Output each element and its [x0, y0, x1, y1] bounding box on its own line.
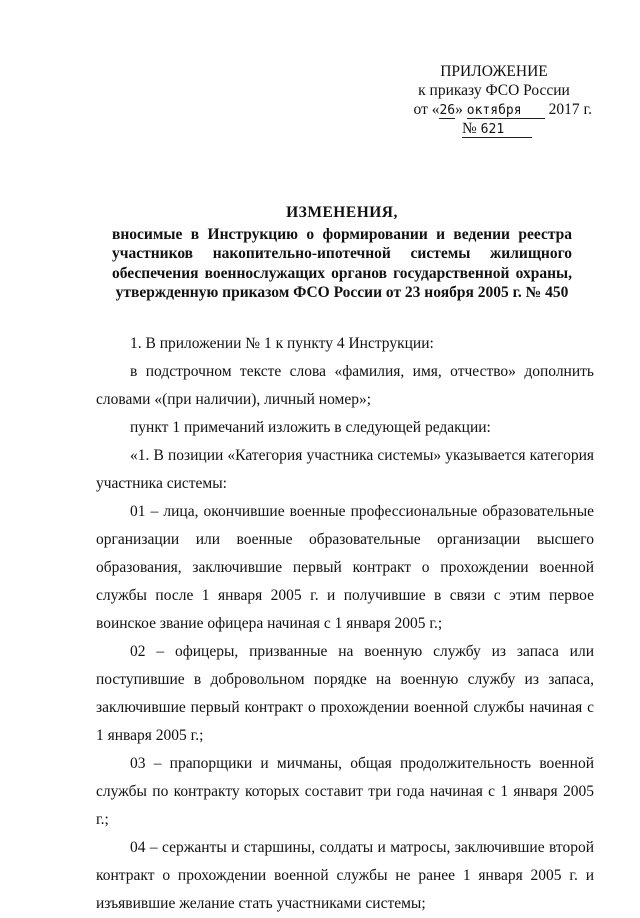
date-prefix: от « — [413, 101, 440, 118]
paragraph: 03 – прапорщики и мичманы, общая продолжительность военной службы по контракту которых составит три года начиная с 1 января 2005 г.; — [96, 755, 594, 828]
paragraph: в подстрочном тексте слова «фамилия, имя, отчество» дополнить словами «(при наличии), личный номер»; — [96, 363, 594, 408]
order-date — [372, 100, 592, 119]
date-month: октября — [467, 103, 545, 119]
heading-line: обеспечения военнослужащих органов государственной охраны, — [112, 264, 572, 282]
date-day: 26 — [439, 103, 456, 118]
attachment-header — [372, 62, 592, 138]
paragraph: пункт 1 примечаний изложить в следующей редакции: — [130, 419, 491, 436]
number-prefix: № — [462, 120, 481, 137]
date-mid: » — [455, 101, 467, 118]
heading-line: вносимые в Инструкцию о формировании и ведении реестра — [112, 225, 572, 243]
date-year: 2017 г. — [544, 101, 592, 118]
order-number — [372, 119, 592, 138]
paragraph: 01 – лица, окончившие военные профессиональные образовательные организации или военные образовательные организации высшего образования, заключившие первый контракт о прохождении военной службы после 1 января 2005 г. и получившие в связи с этим первое воинское звание офицера начиная с 1 января 2005 г.; — [96, 503, 594, 632]
document-heading — [112, 203, 572, 303]
heading-line: утвержденную приказом ФСО России от 23 ноября 2005 г. № 450 — [115, 284, 569, 301]
heading-line: участников накопительно-ипотечной системы жилищного — [112, 245, 572, 262]
order-number-underline — [462, 121, 532, 138]
paragraph: 1. В приложении № 1 к пункту 4 Инструкции: — [130, 335, 434, 352]
paragraph: 04 – сержанты и старшины, солдаты и матросы, заключившие второй контракт о прохождении военной службы не ранее 1 января 2005 г. и изъявившие желание стать участниками системы; — [96, 839, 594, 912]
paragraph: «1. В позиции «Категория участника системы» указывается категория участника системы: — [96, 447, 594, 492]
order-reference: к приказу ФСО России — [418, 82, 570, 99]
attachment-title: ПРИЛОЖЕНИЕ — [440, 63, 548, 80]
number-value: 621 — [480, 122, 505, 137]
paragraph: 02 – офицеры, призванные на военную службу из запаса или поступившие в добровольном порядке на военную службу из запаса, заключившие первый контракт о прохождении военной службы начиная с 1 января 2005 г.; — [96, 643, 594, 744]
heading-title: ИЗМЕНЕНИЯ, — [286, 204, 398, 221]
document-body — [96, 330, 594, 918]
